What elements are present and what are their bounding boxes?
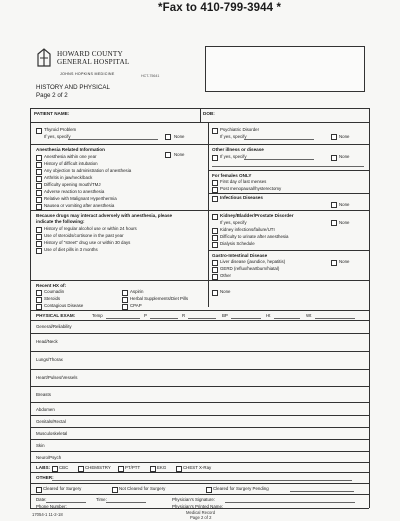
recent-checkbox[interactable]	[36, 290, 42, 296]
gi-item: GERD (reflux/heartburn/hiatal)	[220, 266, 280, 271]
cleared-pending-checkbox[interactable]	[206, 487, 212, 493]
not-cleared-checkbox[interactable]	[112, 487, 118, 493]
kidney-item: Difficulty to urinate after anesthesia	[220, 234, 289, 239]
exam-row-label: Abdomen	[36, 407, 55, 412]
row-divider-4	[30, 310, 369, 311]
exam-row-divider	[30, 386, 369, 387]
infectious-none-checkbox[interactable]	[331, 202, 337, 208]
vital-p: P	[144, 313, 147, 318]
anesthesia-item: Nausea or vomiting after anesthesia	[44, 203, 115, 208]
hospital-name-line1: HOWARD COUNTY	[57, 50, 123, 58]
kidney-specify: If yes, specify	[220, 220, 247, 225]
anesthesia-item: Difficulty opening mouth/TMJ	[44, 182, 101, 187]
recent-none-checkbox[interactable]	[212, 290, 218, 296]
vital-ht: Ht	[266, 313, 271, 318]
psych-specify-line	[244, 139, 314, 140]
labs-label: LABS:	[36, 465, 51, 470]
exam-row-label: Lungs/Thorax	[36, 357, 63, 362]
thyroid-none-checkbox[interactable]	[165, 134, 171, 140]
not-cleared-label: Not Cleared for Surgery	[119, 486, 166, 491]
anesthesia-header: Anesthesia Related Information	[36, 147, 105, 152]
drug-item-checkbox[interactable]	[36, 241, 42, 247]
fax-header: *Fax to 410-799-3944 *	[158, 2, 282, 14]
physician-signature-label: Physician's Signature:	[172, 497, 216, 502]
kidney-item: Kidney infections/failure/UTI	[220, 227, 275, 232]
exam-row-label: Neuro/Psych	[36, 455, 62, 460]
clearance-divider	[30, 494, 369, 495]
date-label: Date:	[36, 497, 47, 502]
thyroid-checkbox[interactable]	[36, 128, 42, 134]
exam-row-label: General/Reliability	[36, 324, 72, 329]
row-divider-1	[30, 144, 369, 145]
gi-item: Other	[220, 273, 231, 278]
vital-line	[231, 318, 261, 319]
exam-row-divider	[30, 439, 369, 440]
exam-row-divider	[30, 462, 369, 463]
drug-item: History of regular alcohol use or within 24 hours	[44, 226, 137, 231]
infectious-none-label: None	[339, 202, 350, 207]
other-illness-none-checkbox[interactable]	[331, 155, 337, 161]
kidney-item-checkbox[interactable]	[212, 235, 218, 241]
other-illness-specify: If yes, specify	[220, 154, 247, 159]
psych-specify: If yes, specify	[220, 134, 247, 139]
recent-item: Aspirin	[130, 289, 144, 294]
recent-item: Coumadin	[44, 289, 65, 294]
patient-name-label: PATIENT NAME:	[34, 111, 70, 116]
exam-row-label: Breasts	[36, 392, 51, 397]
phone-label: Phone Number:	[36, 504, 67, 509]
form-number: 17054-1 11-2-18	[32, 512, 63, 517]
exam-row-label: Musculoskeletal	[36, 431, 68, 436]
anesthesia-item-checkbox[interactable]	[36, 155, 42, 161]
gi-header: Gastro-Intestinal Disease	[212, 253, 268, 258]
gi-none-label: None	[339, 259, 350, 264]
drug-item-checkbox[interactable]	[36, 234, 42, 240]
drug-interaction-header: Because drugs may interact adversely with anesthesia, please	[36, 213, 173, 218]
kidney-none-label: None	[339, 220, 350, 225]
lab-item: PT/PTT	[125, 465, 141, 470]
cleared-pending-label: Cleared for Surgery Pending	[213, 486, 269, 491]
other-illness-none-label: None	[339, 154, 350, 159]
gi-none-checkbox[interactable]	[331, 260, 337, 266]
vital-r: R	[182, 313, 186, 318]
other-illness-header: Other illness or disease	[212, 147, 264, 152]
kidney-item-checkbox[interactable]	[212, 242, 218, 248]
lab-item: CHEMISTRY	[85, 465, 111, 470]
recent-checkbox[interactable]	[122, 297, 128, 303]
row-divider-5	[30, 320, 369, 321]
form-right-border	[369, 108, 370, 508]
recent-item: Contagious Disease	[44, 303, 84, 308]
anesthesia-item: Relative with Malignant Hyperthermia	[44, 196, 117, 201]
exam-row-divider	[30, 333, 369, 334]
anesthesia-none-checkbox[interactable]	[165, 152, 171, 158]
row-divider-right-1	[208, 170, 369, 171]
vital-temp: Temp	[92, 313, 103, 318]
cleared-label: Cleared for Surgery	[43, 486, 82, 491]
lab-item: EKG	[157, 465, 167, 470]
vital-line	[315, 318, 355, 319]
other-illness-line	[244, 159, 314, 160]
row-divider-right-2	[208, 193, 369, 194]
cleared-checkbox[interactable]	[36, 487, 42, 493]
vital-bp: BP	[222, 313, 228, 318]
exam-row-label: Skin	[36, 443, 45, 448]
footer-page-label: Page 2 of 2	[190, 515, 212, 520]
other-illness-line2	[212, 166, 364, 167]
thyroid-specify: If yes, specify	[44, 134, 71, 139]
recent-checkbox[interactable]	[36, 297, 42, 303]
signature-line	[225, 502, 355, 503]
exam-row-label: Genitals/Rectal	[36, 419, 66, 424]
anesthesia-item: History of difficult intubation	[44, 161, 98, 166]
thyroid-none-label: None	[174, 134, 185, 139]
recent-item: Herbal Supplements/Diet Pills	[130, 296, 189, 301]
other-line	[52, 480, 352, 481]
form-title: HISTORY AND PHYSICAL	[36, 84, 110, 91]
dob-label: DOB:	[203, 111, 215, 116]
anesthesia-none-label: None	[174, 152, 185, 157]
time-line	[106, 502, 146, 503]
form-left-border	[30, 108, 31, 508]
exam-row-divider	[30, 415, 369, 416]
exam-row-divider	[30, 451, 369, 452]
hospital-name-line2: GENERAL HOSPITAL	[57, 58, 130, 66]
row-divider-3	[30, 280, 369, 281]
kidney-none-checkbox[interactable]	[331, 220, 337, 226]
pending-line	[290, 491, 354, 492]
vital-wt: Wt	[306, 313, 312, 318]
females-item: Post menopausal/hysterectomy	[220, 186, 282, 191]
lab-item: CHEST X-Ray	[183, 465, 212, 470]
kidney-item: Dialysis Schedule	[220, 241, 255, 246]
recent-hx-header: Recent HX of:	[36, 283, 67, 288]
lab-item: CBC	[59, 465, 69, 470]
kidney-checkbox[interactable]	[212, 214, 218, 220]
psych-label: Psychiatric Disorder	[220, 127, 260, 132]
anesthesia-item: Arthritis in jaw/neck/back	[44, 175, 93, 180]
exam-row-label: Head/Neck	[36, 339, 58, 344]
drug-item: Use of steroids/cortisone in the past year	[44, 233, 124, 238]
drug-interaction-header-2: indicate the following:	[36, 219, 85, 224]
gi-item-checkbox[interactable]	[212, 267, 218, 273]
kidney-header: Kidney/Bladder/Prostate Disorder	[220, 213, 294, 218]
exam-row-divider	[30, 369, 369, 370]
recent-item: CPAP	[130, 303, 142, 308]
recent-checkbox[interactable]	[122, 290, 128, 296]
anesthesia-item-checkbox[interactable]	[36, 176, 42, 182]
vital-line	[106, 318, 140, 319]
patient-label-box	[205, 46, 365, 92]
drug-item-checkbox[interactable]	[36, 227, 42, 233]
anesthesia-item: Any objection to administration of anesthesia	[44, 168, 132, 173]
form-page: Page 2 of 2	[36, 92, 68, 99]
gi-item: Liver disease (jaundice, hepatitis)	[220, 259, 286, 264]
name-dob-divider	[200, 108, 201, 122]
printed-name-label: Physician's Printed Name:	[172, 504, 224, 509]
labs-divider	[30, 472, 369, 473]
anesthesia-item-checkbox[interactable]	[36, 162, 42, 168]
exam-row-divider	[30, 351, 369, 352]
other-label: OTHER:	[36, 475, 54, 480]
hospital-logo-icon	[36, 48, 52, 68]
anesthesia-item: Anesthesia within one year	[44, 154, 97, 159]
date-line	[46, 502, 86, 503]
medical-record-label: Medical Record	[186, 510, 216, 515]
anesthesia-item: Adverse reaction to anesthesia	[44, 189, 105, 194]
exam-row-divider	[30, 402, 369, 403]
exam-row-divider	[30, 427, 369, 428]
vital-line	[274, 318, 300, 319]
psych-checkbox[interactable]	[212, 128, 218, 134]
females-item-checkbox[interactable]	[212, 180, 218, 186]
exam-row-label: Heart/Pulses/Vessels	[36, 375, 78, 380]
anesthesia-item-checkbox[interactable]	[36, 183, 42, 189]
thyroid-specify-line	[68, 139, 158, 140]
row-divider-right-3	[208, 250, 369, 251]
other-illness-checkbox[interactable]	[212, 155, 218, 161]
psych-none-checkbox[interactable]	[331, 134, 337, 140]
vital-line	[188, 318, 216, 319]
other-divider	[30, 483, 369, 484]
form-code: HCT-75641	[141, 74, 160, 78]
physical-exam-header: PHYSICAL EXAM:	[36, 313, 76, 318]
anesthesia-item-checkbox[interactable]	[36, 169, 42, 175]
females-header: For females ONLY	[212, 173, 252, 178]
row-divider-2	[30, 210, 369, 211]
vital-line	[150, 318, 178, 319]
recent-none-label: None	[220, 289, 231, 294]
drug-item-checkbox[interactable]	[36, 248, 42, 254]
hospital-affiliation: JOHNS HOPKINS MEDICINE	[60, 72, 115, 76]
time-label: Time:	[96, 497, 107, 502]
females-item: First day of last menses	[220, 179, 267, 184]
thyroid-label: Thyroid Problem	[44, 127, 77, 132]
recent-item: Steroids	[44, 296, 61, 301]
drug-item: Use of diet pills in 3 months	[44, 247, 98, 252]
gi-item-checkbox[interactable]	[212, 260, 218, 266]
psych-none-label: None	[339, 134, 350, 139]
anesthesia-item-checkbox[interactable]	[36, 197, 42, 203]
patient-row-border	[30, 122, 369, 123]
infectious-checkbox[interactable]	[212, 196, 218, 202]
kidney-item-checkbox[interactable]	[212, 228, 218, 234]
anesthesia-item-checkbox[interactable]	[36, 190, 42, 196]
infectious-header: Infectious Diseases	[220, 195, 263, 200]
drug-item: History of "street" drug use or within 30 days	[44, 240, 131, 245]
